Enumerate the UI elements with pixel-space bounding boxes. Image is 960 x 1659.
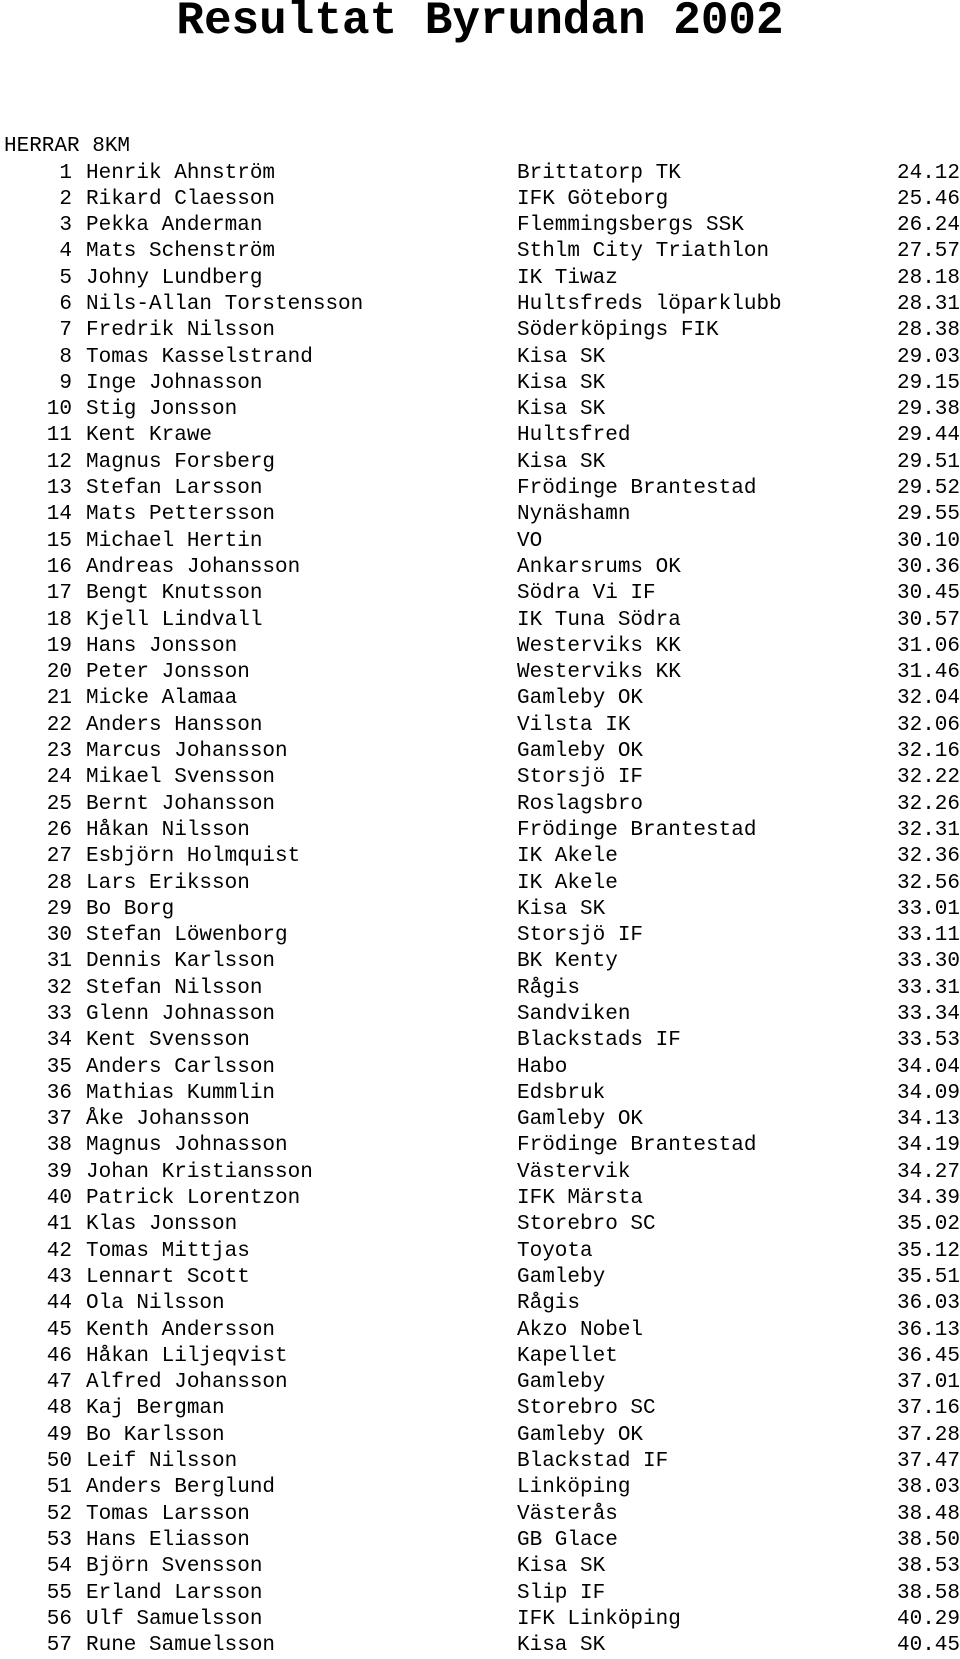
result-row [0, 660, 960, 686]
finish-time: 32.06 [897, 713, 960, 739]
runner-name: Peter Jonsson [86, 660, 250, 686]
finish-time: 28.31 [897, 292, 960, 318]
club-name: Kapellet [517, 1344, 618, 1370]
result-rank: 25 [47, 792, 72, 818]
finish-time: 35.51 [897, 1265, 960, 1291]
finish-time: 40.29 [897, 1607, 960, 1633]
result-row [0, 1607, 960, 1633]
result-row [0, 450, 960, 476]
club-name: Gamleby OK [517, 1423, 643, 1449]
runner-name: Stefan Löwenborg [86, 923, 288, 949]
finish-time: 28.38 [897, 318, 960, 344]
result-rank: 5 [59, 266, 72, 292]
result-rank: 6 [59, 292, 72, 318]
finish-time: 29.03 [897, 345, 960, 371]
club-name: IK Akele [517, 871, 618, 897]
result-row [0, 1370, 960, 1396]
result-row [0, 345, 960, 371]
finish-time: 33.31 [897, 976, 960, 1002]
finish-time: 30.36 [897, 555, 960, 581]
runner-name: Andreas Johansson [86, 555, 300, 581]
result-row [0, 1160, 960, 1186]
result-row [0, 818, 960, 844]
result-rank: 23 [47, 739, 72, 765]
runner-name: Mats Pettersson [86, 502, 275, 528]
result-row [0, 1212, 960, 1238]
runner-name: Bo Karlsson [86, 1423, 225, 1449]
finish-time: 36.13 [897, 1318, 960, 1344]
result-rank: 35 [47, 1055, 72, 1081]
runner-name: Anders Hansson [86, 713, 262, 739]
runner-name: Klas Jonsson [86, 1212, 237, 1238]
finish-time: 27.57 [897, 239, 960, 265]
result-rank: 54 [47, 1554, 72, 1580]
runner-name: Mats Schenström [86, 239, 275, 265]
runner-name: Magnus Johnasson [86, 1133, 288, 1159]
finish-time: 32.26 [897, 792, 960, 818]
result-row [0, 581, 960, 607]
runner-name: Fredrik Nilsson [86, 318, 275, 344]
result-row [0, 923, 960, 949]
club-name: Frödinge Brantestad [517, 476, 756, 502]
result-rank: 28 [47, 871, 72, 897]
result-row [0, 976, 960, 1002]
finish-time: 32.36 [897, 844, 960, 870]
finish-time: 33.30 [897, 949, 960, 975]
finish-time: 32.22 [897, 765, 960, 791]
result-row [0, 1081, 960, 1107]
result-rank: 13 [47, 476, 72, 502]
result-rank: 30 [47, 923, 72, 949]
club-name: Söderköpings FIK [517, 318, 719, 344]
runner-name: Henrik Ahnström [86, 161, 275, 187]
finish-time: 36.45 [897, 1344, 960, 1370]
runner-name: Patrick Lorentzon [86, 1186, 300, 1212]
result-rank: 26 [47, 818, 72, 844]
runner-name: Pekka Anderman [86, 213, 262, 239]
result-row [0, 161, 960, 187]
result-rank: 19 [47, 634, 72, 660]
result-rank: 18 [47, 608, 72, 634]
result-row [0, 844, 960, 870]
result-row [0, 213, 960, 239]
runner-name: Marcus Johansson [86, 739, 288, 765]
club-name: Rågis [517, 1291, 580, 1317]
club-name: IK Akele [517, 844, 618, 870]
club-name: Västervik [517, 1160, 630, 1186]
result-row [0, 1554, 960, 1580]
result-rank: 12 [47, 450, 72, 476]
club-name: IFK Märsta [517, 1186, 643, 1212]
runner-name: Hans Jonsson [86, 634, 237, 660]
finish-time: 37.47 [897, 1449, 960, 1475]
result-rank: 42 [47, 1239, 72, 1265]
runner-name: Kaj Bergman [86, 1396, 225, 1422]
result-row [0, 371, 960, 397]
finish-time: 29.51 [897, 450, 960, 476]
finish-time: 25.46 [897, 187, 960, 213]
finish-time: 40.45 [897, 1633, 960, 1659]
club-name: Flemmingsbergs SSK [517, 213, 744, 239]
club-name: VO [517, 529, 542, 555]
finish-time: 29.52 [897, 476, 960, 502]
runner-name: Nils-Allan Torstensson [86, 292, 363, 318]
result-rank: 51 [47, 1475, 72, 1501]
runner-name: Ulf Samuelsson [86, 1607, 262, 1633]
club-name: Roslagsbro [517, 792, 643, 818]
result-rank: 52 [47, 1502, 72, 1528]
runner-name: Inge Johnasson [86, 371, 262, 397]
runner-name: Stefan Nilsson [86, 976, 262, 1002]
result-row [0, 1186, 960, 1212]
result-row [0, 1265, 960, 1291]
club-name: BK Kenty [517, 949, 618, 975]
result-row [0, 1239, 960, 1265]
runner-name: Esbjörn Holmquist [86, 844, 300, 870]
result-row [0, 1133, 960, 1159]
result-row [0, 1528, 960, 1554]
club-name: Storebro SC [517, 1212, 656, 1238]
result-rank: 24 [47, 765, 72, 791]
club-name: IK Tuna Södra [517, 608, 681, 634]
result-rank: 7 [59, 318, 72, 344]
runner-name: Lars Eriksson [86, 871, 250, 897]
club-name: IK Tiwaz [517, 266, 618, 292]
result-row [0, 1502, 960, 1528]
runner-name: Johan Kristiansson [86, 1160, 313, 1186]
club-name: Frödinge Brantestad [517, 1133, 756, 1159]
finish-time: 38.50 [897, 1528, 960, 1554]
result-row [0, 187, 960, 213]
club-name: Kisa SK [517, 450, 605, 476]
finish-time: 29.38 [897, 397, 960, 423]
result-row [0, 608, 960, 634]
result-row [0, 397, 960, 423]
result-row [0, 1581, 960, 1607]
runner-name: Tomas Kasselstrand [86, 345, 313, 371]
club-name: Kisa SK [517, 897, 605, 923]
finish-time: 33.34 [897, 1002, 960, 1028]
finish-time: 34.19 [897, 1133, 960, 1159]
club-name: Brittatorp TK [517, 161, 681, 187]
club-name: Nynäshamn [517, 502, 630, 528]
runner-name: Bengt Knutsson [86, 581, 262, 607]
runner-name: Hans Eliasson [86, 1528, 250, 1554]
finish-time: 29.44 [897, 423, 960, 449]
runner-name: Mathias Kummlin [86, 1081, 275, 1107]
finish-time: 32.31 [897, 818, 960, 844]
runner-name: Mikael Svensson [86, 765, 275, 791]
result-rank: 9 [59, 371, 72, 397]
finish-time: 35.02 [897, 1212, 960, 1238]
finish-time: 31.46 [897, 660, 960, 686]
runner-name: Bo Borg [86, 897, 174, 923]
club-name: Toyota [517, 1239, 593, 1265]
runner-name: Leif Nilsson [86, 1449, 237, 1475]
club-name: Kisa SK [517, 1554, 605, 1580]
finish-time: 34.39 [897, 1186, 960, 1212]
result-rank: 14 [47, 502, 72, 528]
result-rank: 4 [59, 239, 72, 265]
result-rank: 37 [47, 1107, 72, 1133]
result-row [0, 266, 960, 292]
result-rank: 49 [47, 1423, 72, 1449]
runner-name: Magnus Forsberg [86, 450, 275, 476]
result-row [0, 1449, 960, 1475]
result-row [0, 239, 960, 265]
result-row [0, 1396, 960, 1422]
club-name: Gamleby OK [517, 1107, 643, 1133]
club-name: GB Glace [517, 1528, 618, 1554]
runner-name: Alfred Johansson [86, 1370, 288, 1396]
result-row [0, 1318, 960, 1344]
result-row [0, 765, 960, 791]
runner-name: Erland Larsson [86, 1581, 262, 1607]
result-row [0, 1002, 960, 1028]
finish-time: 37.16 [897, 1396, 960, 1422]
section-heading: HERRAR 8KM [4, 135, 130, 159]
result-rank: 3 [59, 213, 72, 239]
finish-time: 34.27 [897, 1160, 960, 1186]
result-rank: 20 [47, 660, 72, 686]
finish-time: 37.28 [897, 1423, 960, 1449]
club-name: Storebro SC [517, 1396, 656, 1422]
finish-time: 24.12 [897, 161, 960, 187]
runner-name: Bernt Johansson [86, 792, 275, 818]
finish-time: 30.57 [897, 608, 960, 634]
finish-time: 38.53 [897, 1554, 960, 1580]
club-name: Storsjö IF [517, 923, 643, 949]
result-rank: 21 [47, 686, 72, 712]
result-row [0, 871, 960, 897]
club-name: Gamleby [517, 1265, 605, 1291]
runner-name: Tomas Larsson [86, 1502, 250, 1528]
finish-time: 30.10 [897, 529, 960, 555]
result-row [0, 1344, 960, 1370]
result-row [0, 713, 960, 739]
runner-name: Stefan Larsson [86, 476, 262, 502]
runner-name: Rune Samuelsson [86, 1633, 275, 1659]
result-row [0, 555, 960, 581]
club-name: Gamleby [517, 1370, 605, 1396]
result-row [0, 686, 960, 712]
page-title: Resultat Byrundan 2002 [0, 0, 960, 44]
runner-name: Anders Carlsson [86, 1055, 275, 1081]
club-name: Westerviks KK [517, 634, 681, 660]
result-rank: 46 [47, 1344, 72, 1370]
result-rank: 38 [47, 1133, 72, 1159]
runner-name: Håkan Liljeqvist [86, 1344, 288, 1370]
result-row [0, 739, 960, 765]
club-name: Rågis [517, 976, 580, 1002]
result-rank: 53 [47, 1528, 72, 1554]
finish-time: 34.09 [897, 1081, 960, 1107]
runner-name: Kjell Lindvall [86, 608, 262, 634]
club-name: Linköping [517, 1475, 630, 1501]
result-rank: 2 [59, 187, 72, 213]
result-rank: 22 [47, 713, 72, 739]
result-rank: 43 [47, 1265, 72, 1291]
result-row [0, 1028, 960, 1054]
runner-name: Björn Svensson [86, 1554, 262, 1580]
result-row [0, 1423, 960, 1449]
finish-time: 34.04 [897, 1055, 960, 1081]
finish-time: 29.15 [897, 371, 960, 397]
finish-time: 31.06 [897, 634, 960, 660]
club-name: IFK Linköping [517, 1607, 681, 1633]
finish-time: 30.45 [897, 581, 960, 607]
club-name: Gamleby OK [517, 686, 643, 712]
result-rank: 8 [59, 345, 72, 371]
finish-time: 38.48 [897, 1502, 960, 1528]
club-name: Sandviken [517, 1002, 630, 1028]
finish-time: 32.56 [897, 871, 960, 897]
runner-name: Stig Jonsson [86, 397, 237, 423]
result-row [0, 1475, 960, 1501]
club-name: Kisa SK [517, 371, 605, 397]
runner-name: Kent Krawe [86, 423, 212, 449]
runner-name: Ola Nilsson [86, 1291, 225, 1317]
club-name: Västerås [517, 1502, 618, 1528]
result-rank: 34 [47, 1028, 72, 1054]
result-rank: 41 [47, 1212, 72, 1238]
club-name: Slip IF [517, 1581, 605, 1607]
club-name: Westerviks KK [517, 660, 681, 686]
club-name: Kisa SK [517, 1633, 605, 1659]
result-rank: 15 [47, 529, 72, 555]
club-name: Vilsta IK [517, 713, 630, 739]
result-rank: 31 [47, 949, 72, 975]
runner-name: Kent Svensson [86, 1028, 250, 1054]
result-row [0, 318, 960, 344]
finish-time: 37.01 [897, 1370, 960, 1396]
runner-name: Rikard Claesson [86, 187, 275, 213]
finish-time: 38.03 [897, 1475, 960, 1501]
club-name: Storsjö IF [517, 765, 643, 791]
result-row [0, 1633, 960, 1659]
runner-name: Glenn Johnasson [86, 1002, 275, 1028]
club-name: Habo [517, 1055, 567, 1081]
result-rank: 57 [47, 1633, 72, 1659]
result-rank: 56 [47, 1607, 72, 1633]
club-name: Edsbruk [517, 1081, 605, 1107]
finish-time: 38.58 [897, 1581, 960, 1607]
runner-name: Kenth Andersson [86, 1318, 275, 1344]
result-row [0, 1107, 960, 1133]
club-name: Kisa SK [517, 345, 605, 371]
result-rank: 40 [47, 1186, 72, 1212]
runner-name: Åke Johansson [86, 1107, 250, 1133]
result-row [0, 897, 960, 923]
club-name: Hultsfred [517, 423, 630, 449]
result-rank: 27 [47, 844, 72, 870]
finish-time: 34.13 [897, 1107, 960, 1133]
club-name: Kisa SK [517, 397, 605, 423]
club-name: Blackstad IF [517, 1449, 668, 1475]
runner-name: Lennart Scott [86, 1265, 250, 1291]
result-rank: 36 [47, 1081, 72, 1107]
result-rank: 47 [47, 1370, 72, 1396]
result-rank: 39 [47, 1160, 72, 1186]
club-name: Frödinge Brantestad [517, 818, 756, 844]
result-row [0, 292, 960, 318]
runner-name: Håkan Nilsson [86, 818, 250, 844]
finish-time: 35.12 [897, 1239, 960, 1265]
finish-time: 29.55 [897, 502, 960, 528]
result-rank: 45 [47, 1318, 72, 1344]
club-name: Södra Vi IF [517, 581, 656, 607]
result-rank: 33 [47, 1002, 72, 1028]
club-name: Sthlm City Triathlon [517, 239, 769, 265]
result-row [0, 1055, 960, 1081]
result-row [0, 502, 960, 528]
result-rank: 44 [47, 1291, 72, 1317]
result-row [0, 423, 960, 449]
runner-name: Johny Lundberg [86, 266, 262, 292]
result-rank: 50 [47, 1449, 72, 1475]
result-row [0, 1291, 960, 1317]
finish-time: 26.24 [897, 213, 960, 239]
club-name: Akzo Nobel [517, 1318, 643, 1344]
club-name: Gamleby OK [517, 739, 643, 765]
result-rank: 1 [59, 161, 72, 187]
finish-time: 33.01 [897, 897, 960, 923]
result-row [0, 529, 960, 555]
runner-name: Micke Alamaa [86, 686, 237, 712]
result-rank: 55 [47, 1581, 72, 1607]
result-rank: 29 [47, 897, 72, 923]
result-rank: 16 [47, 555, 72, 581]
result-rank: 32 [47, 976, 72, 1002]
finish-time: 33.11 [897, 923, 960, 949]
runner-name: Tomas Mittjas [86, 1239, 250, 1265]
result-rank: 11 [47, 423, 72, 449]
club-name: Hultsfreds löparklubb [517, 292, 782, 318]
result-rank: 48 [47, 1396, 72, 1422]
result-row [0, 792, 960, 818]
runner-name: Anders Berglund [86, 1475, 275, 1501]
runner-name: Dennis Karlsson [86, 949, 275, 975]
club-name: IFK Göteborg [517, 187, 668, 213]
finish-time: 28.18 [897, 266, 960, 292]
finish-time: 32.16 [897, 739, 960, 765]
finish-time: 32.04 [897, 686, 960, 712]
result-row [0, 634, 960, 660]
club-name: Blackstads IF [517, 1028, 681, 1054]
result-row [0, 476, 960, 502]
result-rank: 10 [47, 397, 72, 423]
club-name: Ankarsrums OK [517, 555, 681, 581]
results-list [0, 161, 960, 1659]
finish-time: 36.03 [897, 1291, 960, 1317]
runner-name: Michael Hertin [86, 529, 262, 555]
result-row [0, 949, 960, 975]
finish-time: 33.53 [897, 1028, 960, 1054]
result-rank: 17 [47, 581, 72, 607]
